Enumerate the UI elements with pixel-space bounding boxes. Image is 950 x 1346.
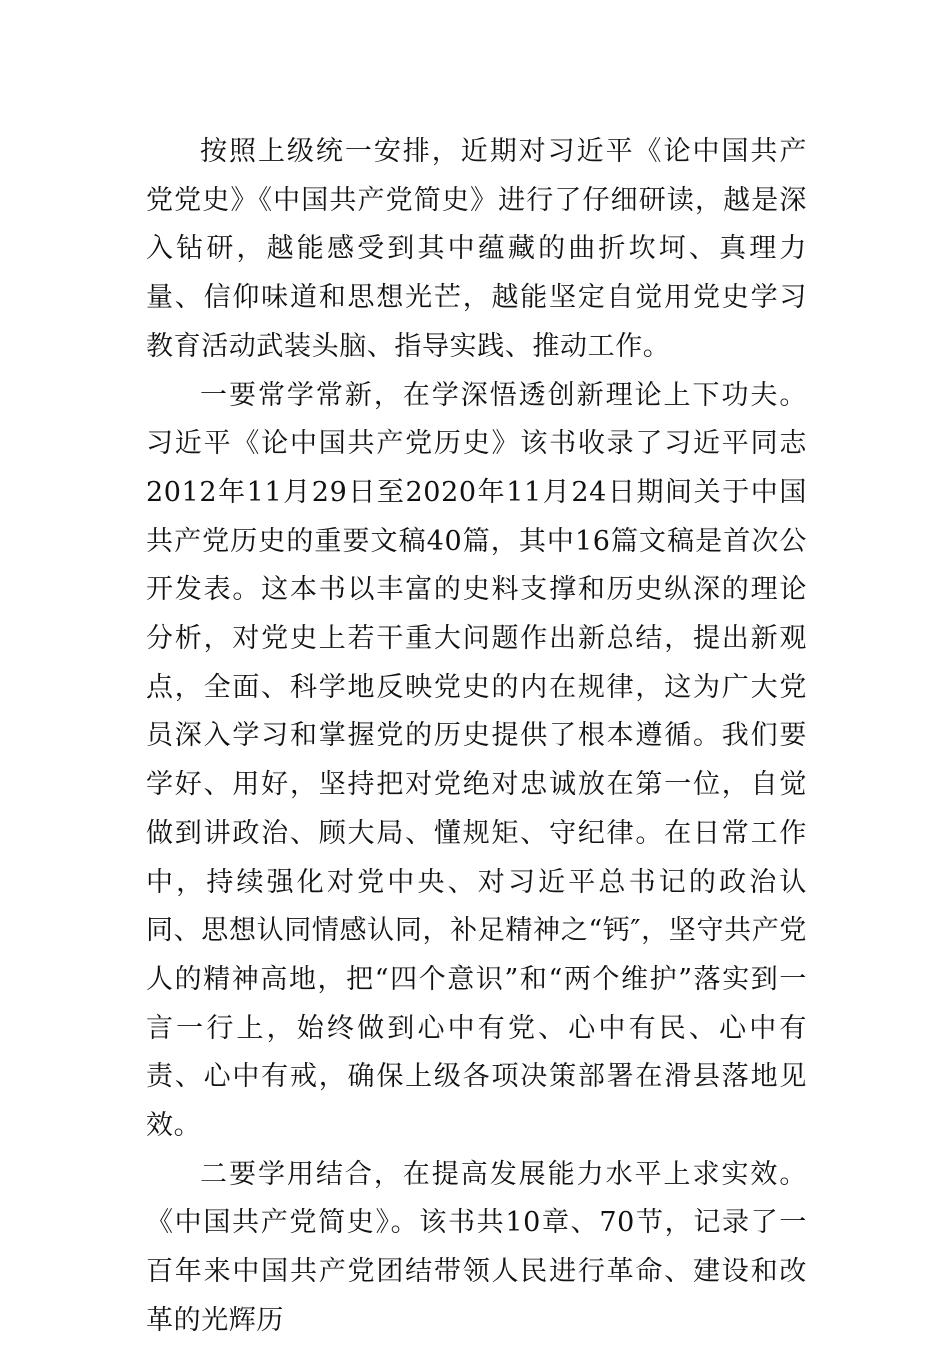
document-body bbox=[146, 128, 807, 1346]
paragraph-point-two: 二要学用结合，在提高发展能力水平上求实效。《中国共产党简史》。该书共10章、70节，记录了一百年来中国共产党团结带领人民进行革命、建设和改革的光辉历 bbox=[146, 1158, 807, 1336]
paragraph-intro: 按照上级统一安排，近期对习近平《论中国共产党党史》《中国共产党简史》进行了仔细研读，越是深入钻研，越能感受到其中蕴藏的曲折坎坷、真理力量、信仰味道和思想光芒，越能坚定自觉用党史学习教育活动武装头脑、指导实践、推动工作。 bbox=[146, 136, 807, 362]
paragraph-point-one: 一要常学常新，在学深悟透创新理论上下功夫。习近平《论中国共产党历史》该书收录了习近平同志2012年11月29日至2020年11月24日期间关于中国共产党历史的重要文稿40篇，其中16篇文稿是首次公开发表。这本书以丰富的史料支撑和历史纵深的理论分析，对党史上若干重大问题作出新总结，提出新观点，全面、科学地反映党史的内在规律，这为广大党员深入学习和掌握党的历史提供了根本遵循。我们要学好、用好，坚持把对党绝对忠诚放在第一位，自觉做到讲政治、顾大局、懂规矩、守纪律。在日常工作中，持续强化对党中央、对习近平总书记的政治认同、思想认同情感认同，补足精神之“钙″，坚守共产党人的精神高地，把“四个意识”和“两个维护”落实到一言一行上，始终做到心中有党、心中有民、心中有责、心中有戒，确保上级各项决策部署在滑县落地见效。 bbox=[146, 379, 807, 1142]
